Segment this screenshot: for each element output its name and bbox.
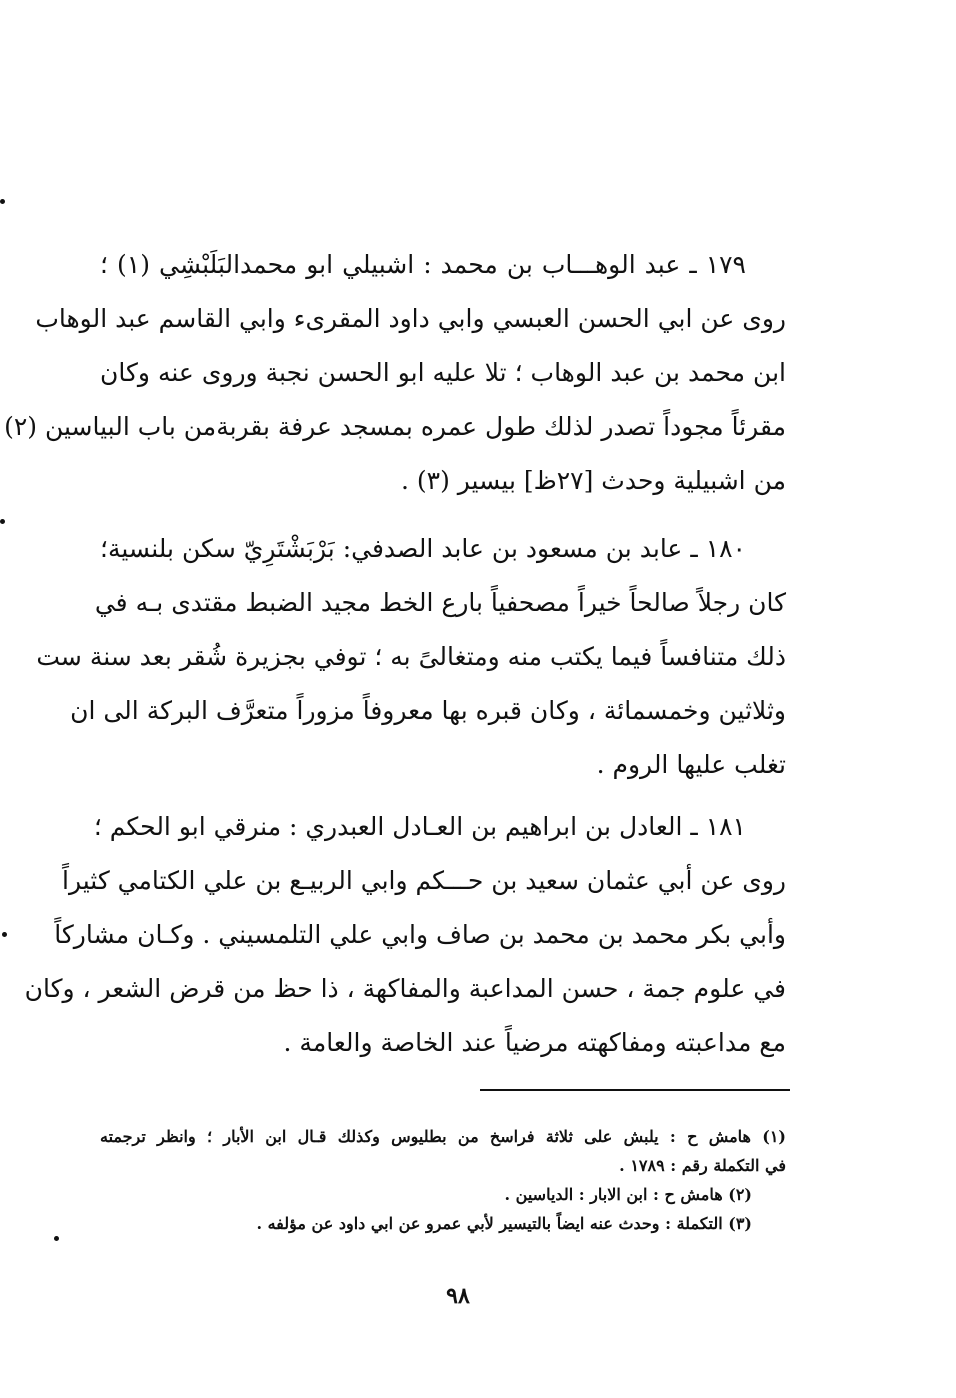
entry-line: وأبي بكر محمد بن محمد بن صاف وابي علي التلمسيني . وكـان مشاركاً [54, 920, 786, 949]
entry-line: ١٧٩ ـ عبد الوهـــاب بن محمد : اشبيلي ابو محمدالبَلَبْشِي (١) ؛ [100, 250, 746, 279]
entry-line: ١٨١ ـ العادل بن ابراهيم بن العـادل العبدري : منرقي ابو الحكم ؛ [93, 812, 746, 841]
entry-line: من اشبيلية وحدث [٢٧ظ] بيسير (٣) . [400, 466, 786, 495]
entry-line: روى عن أبي عثمان سعيد بن حـــكم وابي الربيـع بن علي الكتامي كثيراً [62, 866, 786, 895]
entry-line: تغلب عليها الروم . [596, 750, 786, 779]
entry-line: ١٨٠ ـ عابد بن مسعود بن عابد الصدفي: بَرْبَشْتَرِيّ سكن بلنسية؛ [100, 534, 746, 563]
margin-mark [0, 199, 5, 204]
footnote-line: (١) هامش ح : يلبش على ثلاثة فراسخ من بطليوس وكذلك قـال ابن الأبار ؛ وانظر ترجمته [100, 1127, 786, 1146]
entry-line: كان رجلاً صالحاً خيراً مصحفياً بارع الخط مجيد الضبط مقتدى بـه في [94, 588, 786, 617]
entry-line: في علوم جمة ، حسن المداعبة والمفاكهة ، ذا حظ من قرض الشعر ، وكان [24, 974, 786, 1003]
margin-mark [2, 932, 7, 937]
margin-mark [0, 519, 5, 524]
footnote-separator [480, 1089, 790, 1091]
page-number: ٩٨ [446, 1283, 470, 1309]
entry-179 [4, 238, 786, 508]
margin-mark [54, 1236, 59, 1241]
entry-line: روى عن ابي الحسن العبسي وابي داود المقرىء وابي القاسم عبد الوهاب [35, 304, 786, 333]
footnote-line: (٣) التكملة : وحدث عنه ايضاً بالتيسير لأبي عمرو عن ابي داود عن مؤلفه . [256, 1214, 752, 1233]
entry-line: ابن محمد بن عبد الوهاب ؛ تلا عليه ابو الحسن نجبة وروى عنه وكان [100, 358, 786, 387]
entry-line: مقرئاً مجوداً تصدر لذلك طول عمره بمسجد عرفة بقربةمن باب البياسين (٢) [4, 412, 786, 441]
entry-180 [36, 522, 786, 792]
entry-181 [24, 800, 786, 1070]
footnote-line: (٢) هامش ح : ابن الابار : الدياسين . [504, 1185, 752, 1204]
entry-line: وثلاثين وخمسمائة ، وكان قبره بها معروفاً مزوراً متعرَّف البركة الى ان [70, 696, 786, 725]
entry-line: ذلك متنافساً فيما يكتب منه ومتغالىً به ؛ توفي بجزيرة شُقر بعد سنة ست [36, 642, 786, 671]
footnote-line: في التكملة رقم : ١٧٨٩ . [619, 1156, 786, 1175]
entry-line: مع مداعبته ومفاكهته مرضياً عند الخاصة والعامة . [283, 1028, 786, 1057]
footnotes [100, 1122, 786, 1238]
